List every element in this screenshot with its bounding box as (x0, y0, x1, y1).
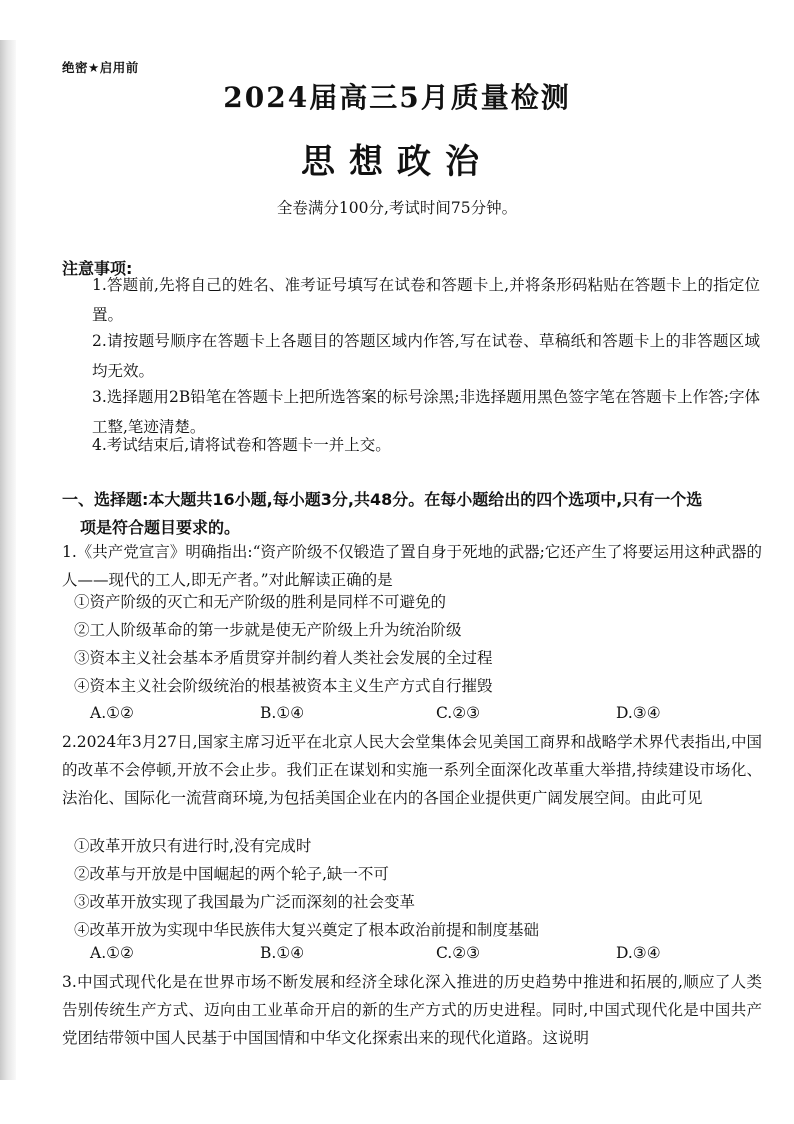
exam-info: 全卷满分100分,考试时间75分钟。 (276, 199, 518, 217)
q2-option-a[interactable]: A.①② (90, 944, 134, 962)
question-1-stem: 1.《共产党宣言》明确指出:“资产阶级不仅锻造了置自身于死地的武器;它还产生了将要运用这种武器的人——现代的工人,即无产者。”对此解读正确的是 (62, 543, 762, 589)
section-heading-line1: 一、选择题:本大题共16小题,每小题3分,共48分。在每小题给出的四个选项中,只有一个选 (62, 490, 703, 509)
q1-option-c[interactable]: C.②③ (436, 704, 481, 722)
q2-statement: ③改革开放实现了我国最为广泛而深刻的社会变革 (74, 893, 416, 911)
q1-option-b[interactable]: B.①④ (260, 704, 305, 722)
question-2-stem: 2.2024年3月27日,国家主席习近平在北京人民大会堂集体会见美国工商界和战略学术界代表指出,中国的改革不会停顿,开放不会止步。我们正在谋划和实施一系列全面深化改革重大举措,持续建设市场化、法治化、国际化一流营商环境,为包括美国企业在内的各国企业提供更广阔发展空间。由此可见 (62, 733, 762, 807)
q1-statement: ④资本主义社会阶级统治的根基被资本主义生产方式自行摧毁 (74, 677, 493, 695)
section-heading (62, 486, 762, 542)
secret-label: 绝密★启用前 (62, 60, 139, 75)
q2-option-b[interactable]: B.①④ (260, 944, 305, 962)
question-3-stem: 3.中国式现代化是在世界市场不断发展和经济全球化深入推进的历史趋势中推进和拓展的,顺应了人类告别传统生产方式、迈向由工业革命开启的新的生产方式的历史进程。同时,中国式现代化是中国共产党团结带领中国人民基于中国国情和中华文化探索出来的现代化道路。这说明 (62, 973, 762, 1047)
note-item: 4.考试结束后,请将试卷和答题卡一并上交。 (92, 436, 391, 454)
note-item: 3.选择题用2B铅笔在答题卡上把所选答案的标号涂黑;非选择题用黑色签字笔在答题卡上作答;字体工整,笔迹清楚。 (92, 388, 760, 436)
section-heading-line2: 项是符合题目要求的。 (80, 518, 241, 537)
q1-statement: ②工人阶级革命的第一步就是使无产阶级上升为统治阶级 (74, 621, 462, 639)
q2-statement: ①改革开放只有进行时,没有完成时 (74, 837, 312, 855)
q2-statement: ④改革开放为实现中华民族伟大复兴奠定了根本政治前提和制度基础 (74, 921, 540, 939)
exam-title: 2024届高三5月质量检测 (223, 81, 571, 114)
q2-option-d[interactable]: D.③④ (616, 944, 661, 962)
subject-title: 思想政治 (301, 142, 493, 182)
q1-statement: ③资本主义社会基本矛盾贯穿并制约着人类社会发展的全过程 (74, 649, 493, 667)
notes-heading: 注意事项: (62, 259, 133, 278)
q2-statement: ②改革与开放是中国崛起的两个轮子,缺一不可 (74, 865, 389, 883)
note-item: 1.答题前,先将自己的姓名、准考证号填写在试卷和答题卡上,并将条形码粘贴在答题卡上的指定位置。 (92, 276, 760, 324)
note-item: 2.请按题号顺序在答题卡上各题目的答题区域内作答,写在试卷、草稿纸和答题卡上的非答题区域均无效。 (92, 332, 760, 380)
q1-option-d[interactable]: D.③④ (616, 704, 661, 722)
q1-option-a[interactable]: A.①② (90, 704, 134, 722)
q1-statement: ①资产阶级的灭亡和无产阶级的胜利是同样不可避免的 (74, 593, 447, 611)
q2-option-c[interactable]: C.②③ (436, 944, 481, 962)
